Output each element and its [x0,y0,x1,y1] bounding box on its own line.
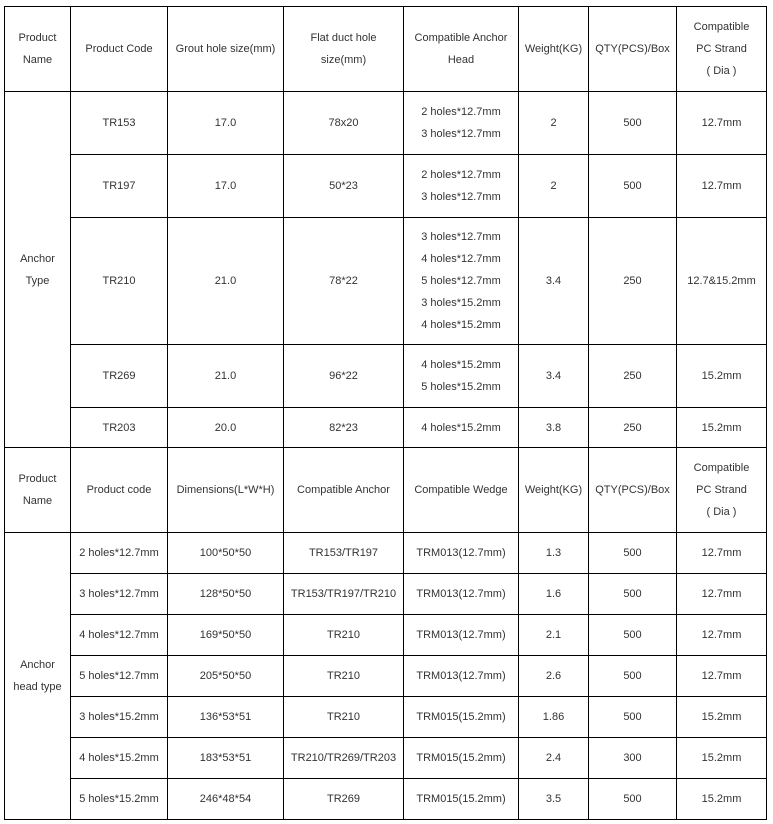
anchor-grout: 21.0 [168,345,284,408]
head-dims: 205*50*50 [168,656,284,697]
anchor-duct: 78*22 [284,218,404,345]
head-header-compatible-wedge: Compatible Wedge [404,448,519,533]
anchor-head-type-group: Anchor head type [5,533,71,820]
anchor-qty: 500 [589,155,677,218]
anchor-weight: 2 [519,92,589,155]
head-anchor: TR210 [284,615,404,656]
anchor-strand: 12.7mm [677,155,767,218]
anchor-header-product-code: Product Code [71,7,168,92]
anchor-duct: 50*23 [284,155,404,218]
anchor-row [5,92,767,155]
head-weight: 2.1 [519,615,589,656]
head-wedge: TRM013(12.7mm) [404,656,519,697]
head-code: 4 holes*12.7mm [71,615,168,656]
anchor-code: TR269 [71,345,168,408]
anchor-heads: 4 holes*15.2mm 5 holes*15.2mm [404,345,519,408]
head-header-strand: Compatible PC Strand ( Dia ) [677,448,767,533]
head-anchor: TR210/TR269/TR203 [284,738,404,779]
anchor-header-qty: QTY(PCS)/Box [589,7,677,92]
head-code: 3 holes*15.2mm [71,697,168,738]
head-code: 5 holes*15.2mm [71,779,168,820]
head-weight: 1.86 [519,697,589,738]
anchor-heads: 4 holes*15.2mm [404,408,519,448]
head-wedge: TRM013(12.7mm) [404,574,519,615]
head-dims: 100*50*50 [168,533,284,574]
head-anchor: TR153/TR197/TR210 [284,574,404,615]
head-weight: 2.4 [519,738,589,779]
head-dims: 246*48*54 [168,779,284,820]
anchor-grout: 21.0 [168,218,284,345]
head-weight: 2.6 [519,656,589,697]
head-header-compatible-anchor: Compatible Anchor [284,448,404,533]
head-qty: 300 [589,738,677,779]
head-wedge: TRM015(15.2mm) [404,738,519,779]
head-strand: 15.2mm [677,697,767,738]
anchor-code: TR197 [71,155,168,218]
head-anchor: TR153/TR197 [284,533,404,574]
anchor-weight: 2 [519,155,589,218]
anchor-row [5,155,767,218]
head-qty: 500 [589,574,677,615]
anchor-strand: 15.2mm [677,345,767,408]
head-row [5,533,767,574]
head-anchor: TR269 [284,779,404,820]
anchor-strand: 12.7&15.2mm [677,218,767,345]
head-strand: 15.2mm [677,738,767,779]
head-header-product-code: Product code [71,448,168,533]
head-dims: 136*53*51 [168,697,284,738]
anchor-duct: 78x20 [284,92,404,155]
head-strand: 12.7mm [677,615,767,656]
anchor-weight: 3.4 [519,218,589,345]
head-wedge: TRM013(12.7mm) [404,615,519,656]
head-anchor: TR210 [284,656,404,697]
head-wedge: TRM015(15.2mm) [404,779,519,820]
head-qty: 500 [589,533,677,574]
anchor-header-strand: Compatible PC Strand ( Dia ) [677,7,767,92]
head-qty: 500 [589,697,677,738]
anchor-strand: 15.2mm [677,408,767,448]
head-strand: 12.7mm [677,533,767,574]
head-row [5,738,767,779]
anchor-qty: 250 [589,345,677,408]
anchor-duct: 82*23 [284,408,404,448]
head-dims: 128*50*50 [168,574,284,615]
anchor-grout: 20.0 [168,408,284,448]
head-wedge: TRM013(12.7mm) [404,533,519,574]
head-weight: 1.3 [519,533,589,574]
head-code: 3 holes*12.7mm [71,574,168,615]
anchor-grout: 17.0 [168,155,284,218]
anchor-duct: 96*22 [284,345,404,408]
head-qty: 500 [589,615,677,656]
anchor-row [5,408,767,448]
head-header-dimensions: Dimensions(L*W*H) [168,448,284,533]
anchor-type-group: Anchor Type [5,92,71,448]
anchor-row [5,218,767,345]
head-qty: 500 [589,779,677,820]
anchor-weight: 3.4 [519,345,589,408]
spec-table [4,6,767,820]
head-header-row [5,448,767,533]
anchor-grout: 17.0 [168,92,284,155]
anchor-heads: 2 holes*12.7mm 3 holes*12.7mm [404,92,519,155]
anchor-qty: 500 [589,92,677,155]
head-qty: 500 [589,656,677,697]
head-row [5,779,767,820]
head-weight: 3.5 [519,779,589,820]
anchor-row [5,345,767,408]
anchor-code: TR210 [71,218,168,345]
head-row [5,656,767,697]
anchor-header-row [5,7,767,92]
anchor-code: TR203 [71,408,168,448]
head-wedge: TRM015(15.2mm) [404,697,519,738]
anchor-heads: 2 holes*12.7mm 3 holes*12.7mm [404,155,519,218]
head-header-weight: Weight(KG) [519,448,589,533]
head-row [5,574,767,615]
head-code: 2 holes*12.7mm [71,533,168,574]
anchor-header-flat-duct: Flat duct hole size(mm) [284,7,404,92]
head-header-qty: QTY(PCS)/Box [589,448,677,533]
anchor-header-grout-hole: Grout hole size(mm) [168,7,284,92]
anchor-header-product-name: Product Name [5,7,71,92]
head-strand: 12.7mm [677,656,767,697]
head-row [5,697,767,738]
head-header-product-name: Product Name [5,448,71,533]
anchor-strand: 12.7mm [677,92,767,155]
head-weight: 1.6 [519,574,589,615]
head-dims: 183*53*51 [168,738,284,779]
head-row [5,615,767,656]
head-code: 4 holes*15.2mm [71,738,168,779]
anchor-header-weight: Weight(KG) [519,7,589,92]
head-dims: 169*50*50 [168,615,284,656]
anchor-header-compatible-head: Compatible Anchor Head [404,7,519,92]
head-strand: 15.2mm [677,779,767,820]
anchor-weight: 3.8 [519,408,589,448]
head-anchor: TR210 [284,697,404,738]
anchor-code: TR153 [71,92,168,155]
anchor-heads: 3 holes*12.7mm 4 holes*12.7mm 5 holes*12.7mm 3 holes*15.2mm 4 holes*15.2mm [404,218,519,345]
anchor-qty: 250 [589,408,677,448]
head-strand: 12.7mm [677,574,767,615]
anchor-qty: 250 [589,218,677,345]
head-code: 5 holes*12.7mm [71,656,168,697]
